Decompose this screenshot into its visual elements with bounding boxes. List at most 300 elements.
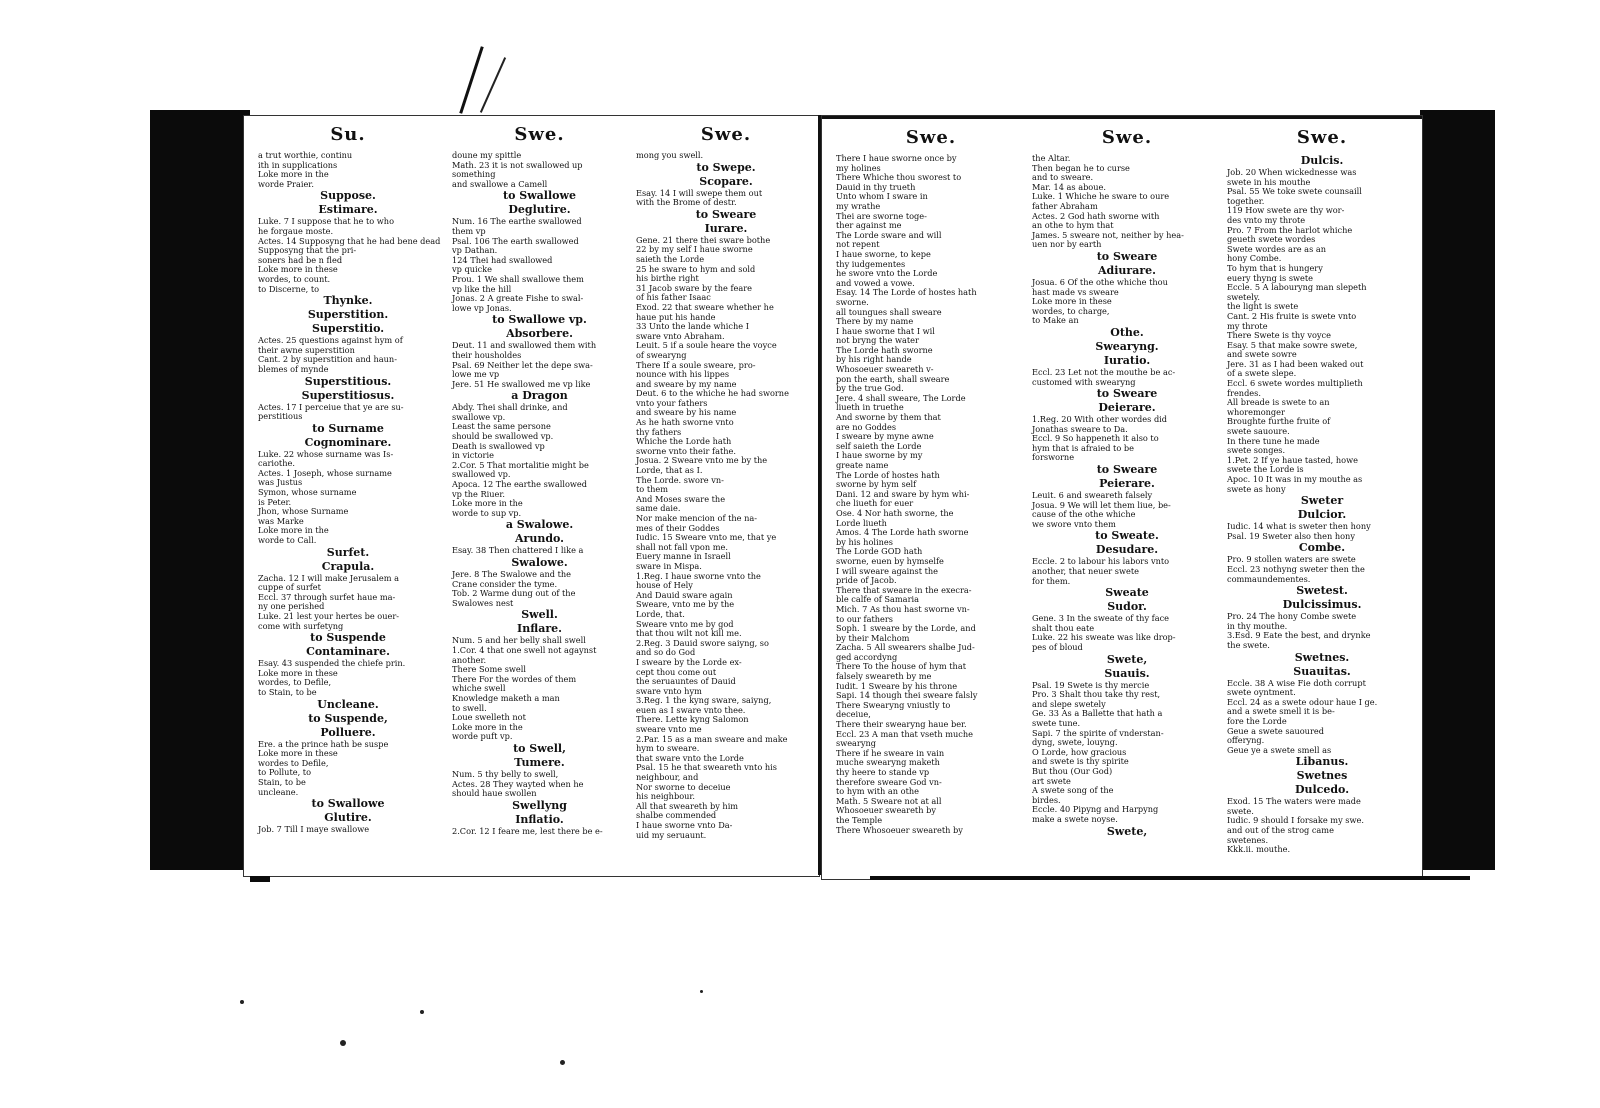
text-line: of a swete slepe. (1227, 368, 1297, 379)
text-line: Actes. 28 They wayted when he (452, 778, 584, 789)
text-line: I will sweare against the (836, 565, 938, 576)
text-line: something (452, 169, 496, 180)
text-line: Polluere. (320, 725, 376, 739)
text-line: Num. 5 thy belly to swell, (452, 768, 559, 779)
text-line: shalbe commended (636, 810, 717, 821)
text-line: Luke. 1 Whiche he sware to oure (1032, 191, 1170, 202)
text-line: Ose. 4 Nor hath sworne, the (836, 507, 954, 518)
text-line: Sweate (1105, 586, 1149, 600)
text-line: Sweare vnto me by god (636, 618, 734, 629)
text-line: A swete song of the (1032, 785, 1114, 796)
text-line: mong you swell. (636, 150, 704, 160)
text-line: lowe me vp (452, 369, 500, 380)
text-line: an othe to hym that (1032, 220, 1114, 231)
text-line: Amos. 4 The Lorde hath sworne (836, 527, 969, 538)
text-line: by the true God. (836, 383, 904, 394)
text-line: Pro. 3 Shalt thou take thy rest, (1032, 689, 1161, 700)
text-line: Sapi. 14 though thei sweare falsly (836, 690, 978, 701)
text-line: swearyng (836, 738, 876, 749)
text-line: Actes. 14 Supposyng that he had bene dead (258, 235, 441, 246)
text-line: Psal. 55 We toke swete counsaill (1227, 186, 1362, 197)
text-line: all toungues shall sweare (836, 306, 942, 317)
text-line: worde puft vp. (452, 731, 513, 742)
text-line: shall not fall vpon me. (636, 541, 728, 552)
text-line: sware vnto hym (636, 685, 702, 696)
text-line: Eccl. 24 as a swete odour haue I ge. (1227, 696, 1378, 707)
text-line: Symon, whose surname (258, 487, 357, 498)
text-line: Desudare. (1095, 543, 1159, 557)
text-line: Luke. 22 his sweate was like drop- (1032, 632, 1176, 643)
text-line: house of Hely (636, 580, 693, 591)
text-line: Surfet. (326, 545, 370, 559)
text-line: 1.Cor. 4 that one swell not agaynst (452, 644, 597, 655)
text-line: Iuratio. (1103, 353, 1151, 367)
text-line: to Surname (312, 421, 384, 435)
text-line: and to sweare. (1032, 172, 1094, 183)
text-line: come with surfetyng (258, 620, 344, 631)
text-line: whoremonger (1227, 406, 1285, 417)
text-line: All breade is swete to an (1227, 397, 1330, 408)
text-line: Sweare, vnto me by the (636, 599, 735, 610)
text-line: Libanus. (1295, 755, 1349, 769)
text-line: Math. 23 it is not swallowed up (452, 159, 583, 170)
text-line: des vnto my throte (1227, 214, 1306, 225)
text-line: Pro. 9 stollen waters are swete (1227, 554, 1356, 565)
text-line: Esay. 14 The Lorde of hostes hath (836, 287, 977, 298)
text-line: I haue sworne, to kepe (836, 248, 931, 259)
text-line: Psal. 69 Neither let the depe swa- (452, 359, 593, 370)
text-line: Uncleane. (317, 697, 379, 711)
text-line: wordes, to Defile, (258, 677, 332, 688)
text-line: haue put his hande (636, 311, 716, 322)
text-line: cept thou come out (636, 666, 717, 677)
text-line: There Swearyng vniustly to (836, 699, 951, 710)
text-line: Inflare. (517, 622, 562, 636)
text-line: There Whosoeuer sweareth by (836, 824, 963, 835)
text-line: Estimare. (318, 203, 378, 217)
text-line: Swete, (1106, 824, 1148, 838)
text-line: and so do God (636, 647, 696, 658)
text-line: to Sweare (1096, 387, 1158, 401)
text-line: Ere. a the prince hath be suspe (258, 738, 389, 749)
text-line: and vowed a vowe. (836, 277, 915, 288)
text-line: to hym with an othe (836, 786, 919, 797)
right-col-2-lines (1032, 154, 1222, 839)
text-line: Psal. 19 Sweter also then hony (1227, 530, 1355, 541)
text-line: Thei are sworne toge- (836, 210, 927, 221)
text-line: Lorde, that. (636, 608, 685, 619)
right-col-1 (836, 127, 1026, 835)
text-line: Num. 16 The earthe swallowed (452, 216, 582, 227)
text-line: Superstition. (307, 308, 389, 322)
text-line: geueth swete wordes (1227, 234, 1316, 245)
text-line: euen as I sware vnto thee. (636, 704, 746, 715)
text-line: Suppose. (320, 189, 376, 203)
text-line: swete sauoure. (1227, 426, 1290, 437)
text-line: Dani. 12 and sware by hym whi- (836, 488, 970, 499)
text-line: 1.Reg. 20 With other wordes did (1032, 414, 1168, 425)
text-line: uen nor by earth (1032, 239, 1102, 250)
text-line: There I haue sworne once by (836, 153, 957, 163)
text-line: Loke more in the (258, 169, 329, 180)
left-col-2-lines (452, 151, 627, 836)
text-line: There their swearyng haue ber. (836, 719, 967, 730)
text-line: Cant. 2 His fruite is swete vnto (1227, 310, 1357, 321)
text-line: worde to sup vp. (452, 507, 522, 518)
text-line: Ge. 33 As a Ballette that hath a (1032, 708, 1163, 719)
text-line: vnto your fathers (636, 397, 708, 408)
text-line: to Sweare (695, 207, 757, 221)
left-page (244, 116, 819, 876)
bookmark-ribbon-2 (480, 57, 506, 113)
text-line: Loke more in the (452, 721, 523, 732)
text-line: we swore vnto them (1032, 518, 1116, 529)
text-line: Actes. 17 I perceiue that ye are su- (258, 401, 404, 412)
text-line: to swell. (452, 702, 487, 713)
text-line: ged accordyng (836, 651, 898, 662)
text-line: Swell. (521, 608, 558, 622)
text-line: Othe. (1110, 325, 1144, 339)
text-line: Cognominare. (304, 435, 392, 449)
text-line: Exod. 22 that sweare whether he (636, 301, 774, 312)
text-line: O Lorde, how gracious (1032, 746, 1127, 757)
text-line: my holines (836, 162, 881, 173)
text-line: cariothe. (258, 458, 295, 469)
text-line: and swallowe a Camell (452, 178, 548, 189)
text-line: offeryng. (1227, 735, 1265, 746)
text-line: thy heere to stande vp (836, 767, 930, 777)
text-line: Lorde liueth (836, 517, 887, 528)
text-line: Crapula. (321, 559, 375, 573)
text-line: The Lorde. swore vn- (636, 474, 724, 485)
text-line: Contaminare. (306, 645, 390, 659)
text-line: But thou (Our God) (1032, 765, 1113, 776)
text-line: Loke more in these (258, 667, 338, 678)
text-line: I sweare by the Lorde ex- (636, 656, 742, 667)
text-line: swete tune. (1032, 717, 1081, 728)
text-line: swete the Lorde is (1227, 464, 1304, 475)
text-line: to Swallowe vp. (492, 313, 587, 327)
text-line: in thy mouthe. (1227, 620, 1288, 631)
text-line: Jonas. 2 A greate Fishe to swal- (452, 293, 584, 304)
text-line: Kkk.ii. mouthe. (1227, 844, 1291, 855)
text-line: And Dauid sware again (636, 589, 733, 600)
text-line: Loke more in the (452, 498, 523, 509)
text-line: to Suspende, (308, 711, 388, 725)
text-line: of his father Isaac (636, 292, 711, 303)
text-line: Death is swallowed vp (452, 440, 545, 451)
text-line: Esay. 38 Then chattered I like a (452, 545, 584, 556)
text-line: There if he sweare in vain (836, 747, 945, 758)
text-line: Abdy. Thei shall drinke, and (452, 402, 568, 413)
text-line: Actes. 1 Joseph, whose surname (258, 467, 392, 478)
text-line: muche swearyng maketh (836, 757, 940, 768)
text-line: Inflatio. (515, 812, 564, 826)
text-line: Nor sworne to deceiue (636, 781, 731, 792)
page-shadow-left (250, 876, 270, 882)
text-line: dyng, swete, louyng. (1032, 737, 1118, 748)
text-line: Josua. 2 Sweare vnto me by the (636, 455, 768, 466)
text-line: Swellyng (512, 798, 567, 812)
text-line: Job. 7 Till I maye swallowe (258, 824, 370, 835)
text-line: saieth the Lorde (636, 253, 705, 264)
ink-speck (560, 1060, 565, 1065)
text-line: Iudic. 15 Sweare vnto me, that ye (636, 532, 777, 543)
text-line: Eccl. 23 A man that vseth muche (836, 728, 973, 739)
text-line: them vp (452, 225, 486, 236)
text-line: Josua. 9 We will let them liue, be- (1032, 499, 1171, 510)
text-line: Math. 5 Sweare not at all (836, 795, 942, 806)
text-line: to Pollute, to (258, 767, 311, 778)
text-line: should haue swollen (452, 788, 537, 799)
text-line: uncleane. (258, 786, 299, 797)
text-line: whiche swell (452, 683, 506, 694)
text-line: Zacha. 5 All swearers shalbe Jud- (836, 642, 975, 653)
text-line: I haue sworne that I wil (836, 325, 935, 336)
text-line: nounce with his lippes (636, 369, 730, 380)
text-line: that thou wilt not kill me. (636, 628, 742, 639)
text-line: Cant. 2 by superstition and haun- (258, 354, 397, 365)
text-line: Iudic. 9 should I forsake my swe. (1227, 815, 1364, 826)
text-line: Swete, (1106, 652, 1148, 666)
text-line: Swearyng. (1095, 339, 1159, 353)
text-line: and sweare by his name (636, 407, 737, 418)
text-line: frendes. (1227, 387, 1261, 398)
text-line: There by my name (836, 316, 914, 327)
text-line: 2.Cor. 12 I feare me, lest there be e- (452, 825, 603, 836)
text-line: his birthe right (636, 273, 699, 284)
text-line: the Altar. (1032, 153, 1071, 163)
text-line: together. (1227, 195, 1265, 206)
text-line: Geue ye a swete smell as (1227, 744, 1332, 755)
text-line: to Sweare (1096, 249, 1158, 263)
text-line: Eccl. 9 So happeneth it also to (1032, 433, 1159, 444)
text-line: art swete (1032, 775, 1071, 786)
text-line: 1.Pet. 2 If ye haue tasted, howe (1227, 454, 1358, 465)
text-line: The Lorde hath sworne (836, 344, 933, 355)
text-line: 25 he sware to hym and sold (636, 263, 756, 274)
text-line: to our fathers (836, 613, 893, 624)
text-line: To hym that is hungery (1227, 262, 1323, 273)
text-line: Broughte furthe fruite of (1227, 416, 1331, 427)
text-line: blemes of mynde (258, 363, 329, 374)
left-col-2-header: Swe. (514, 124, 565, 145)
text-line: swete oyntment. (1227, 687, 1296, 698)
text-line: sware in Mispa. (636, 560, 702, 571)
text-line: I sweare by myne awne (836, 431, 934, 442)
text-line: 2.Cor. 5 That mortalitie might be (452, 459, 589, 470)
text-line: Esay. 5 that make sowre swete, (1227, 339, 1358, 350)
text-line: with the Brome of destr. (636, 197, 737, 208)
text-line: There Swete is thy voyce (1227, 330, 1331, 341)
text-line: neighbour, and (636, 772, 699, 783)
text-line: my throte (1227, 320, 1268, 331)
text-line: Loke more in these (258, 748, 338, 759)
text-line: Arundo. (515, 532, 564, 546)
text-line: that sware vnto the Lorde (636, 752, 744, 763)
text-line: Dulcior. (1297, 508, 1347, 522)
text-line: swete songes. (1227, 445, 1286, 456)
text-line: thy iudgementes (836, 258, 906, 269)
text-line: swetenes. (1227, 834, 1269, 845)
text-line: sworne. (836, 296, 869, 307)
text-line: Superstitio. (311, 322, 385, 336)
text-line: Josua. 6 Of the othe whiche thou (1032, 276, 1168, 287)
text-line: 119 How swete are thy wor- (1227, 205, 1345, 216)
text-line: and swete sowre (1227, 349, 1297, 360)
left-col-3-lines (636, 151, 816, 840)
text-line: Iurare. (704, 221, 748, 235)
text-line: Lorde, that as I. (636, 465, 703, 476)
text-line: should be swallowed vp. (452, 431, 554, 442)
text-line: I haue sworne by my (836, 450, 923, 461)
text-line: Esay. 14 I will swepe them out (636, 187, 763, 198)
text-line: swallowed vp. (452, 469, 511, 480)
text-line: 33 Unto the lande whiche I (636, 321, 749, 332)
text-line: 2.Reg. 3 Dauid swore saiyng, so (636, 637, 769, 648)
text-line: their awne superstition (258, 344, 355, 355)
text-line: Pro. 7 From the harlot whiche (1227, 224, 1353, 235)
text-line: Jonathas sweare to Da. (1032, 423, 1128, 434)
text-line: Absorbere. (506, 327, 573, 341)
text-line: the Temple (836, 814, 883, 825)
text-line: same daie. (636, 503, 681, 514)
text-line: shalt thou eate (1032, 622, 1095, 633)
text-line: to Discerne, to (258, 283, 320, 294)
text-line: Zacha. 12 I will make Jerusalem a (258, 572, 400, 583)
text-line: ther against me (836, 220, 902, 231)
text-line: the swete. (1227, 639, 1270, 650)
text-line: Eccl. 23 Let not the mouthe be ac- (1032, 366, 1176, 377)
text-line: Eccl. 23 nothyng sweter then the (1227, 563, 1365, 574)
text-line: Glutire. (324, 811, 372, 825)
text-line: The Lorde of hostes hath (836, 469, 940, 480)
text-line: The Lorde GOD hath (836, 546, 923, 557)
text-line: sworne vnto their fathe. (636, 445, 736, 456)
text-line: The Lorde sware and will (836, 229, 942, 240)
text-line: sware vnto Abraham. (636, 330, 725, 341)
text-line: Psal. 106 The earth swallowed (452, 235, 579, 246)
text-line: 3.Esd. 9 Eate the best, and drynke (1227, 630, 1371, 641)
text-line: my wrathe (836, 200, 881, 211)
text-line: Psal. 19 Swete is thy mercie (1032, 679, 1150, 690)
text-line: Eccl. 37 through surfet haue ma- (258, 591, 396, 602)
text-line: Job. 20 When wickednesse was (1227, 167, 1357, 177)
text-line: therefore sweare God vn- (836, 776, 942, 787)
ink-speck (340, 1040, 346, 1046)
text-line: deceiue, (836, 709, 871, 720)
text-line: Gene. 21 there thei sware bothe (636, 234, 771, 245)
text-line: for them. (1032, 575, 1071, 586)
text-line: sweare vnto me (636, 724, 702, 735)
text-line: There Whiche thou sworest to (836, 172, 962, 183)
text-line: Pro. 24 The hony Combe swete (1227, 611, 1357, 622)
text-line: Euery manne in Israell (636, 551, 731, 562)
text-line: to Make an (1032, 315, 1079, 326)
text-line: Dulcissimus. (1282, 598, 1362, 612)
text-line: a Dragon (511, 389, 568, 403)
text-line: Iudic. 14 what is sweter then hony (1227, 521, 1371, 532)
text-line: not bryng the water (836, 335, 919, 346)
text-line: Jere. 51 He swallowed me vp like (452, 378, 591, 389)
text-line: Whosoeuer sweareth by (836, 805, 936, 816)
text-line: Eccle. 38 A wise Fie doth corrupt (1227, 677, 1366, 688)
text-line: Knowledge maketh a man (452, 692, 560, 703)
text-line: And Moses sware the (636, 493, 726, 504)
text-line: cuppe of surfet (258, 582, 321, 593)
text-line: vp Dathan. (452, 245, 498, 256)
text-line: Actes. 25 questions against hym of (258, 335, 403, 346)
text-line: commaundementes. (1227, 573, 1311, 584)
text-line: to Swepe. (696, 160, 756, 174)
right-col-1-header: Swe. (905, 127, 957, 148)
text-line: Tumere. (514, 755, 565, 769)
text-line: doune my spittle (452, 150, 522, 160)
text-line: falsely sweareth by me (836, 671, 932, 682)
book-cover-right (1420, 110, 1495, 870)
text-line: ble calfe of Samaria (836, 594, 919, 605)
text-line: the light is swete (1227, 301, 1299, 312)
text-line: Loke more in the (258, 525, 329, 536)
right-col-3 (1227, 127, 1417, 855)
text-line: Eccle. 5 A labouryng man slepeth (1227, 282, 1367, 293)
text-line: swetely. (1227, 291, 1260, 302)
text-line: Peierare. (1099, 477, 1155, 491)
text-line: Jere. 31 as I had been waked out (1227, 358, 1364, 369)
text-line: and slepe swetely (1032, 698, 1106, 709)
ink-speck (420, 1010, 424, 1014)
left-col-1-header: Su. (330, 124, 366, 145)
text-line: There. Lette kyng Salomon (636, 714, 749, 725)
text-line: In there tune he made (1227, 435, 1320, 446)
text-line: by their Malchom (836, 632, 910, 643)
text-line: hony Combe. (1227, 253, 1282, 264)
text-line: Psal. 15 he that sweareth vnto his (636, 762, 777, 773)
text-line: 1.Reg. I haue sworne vnto the (636, 570, 761, 581)
text-line: thy fathers (636, 426, 682, 437)
text-line: soners had be n fled (258, 254, 343, 265)
book-cover-left (150, 110, 250, 870)
text-line: was Marke (258, 515, 304, 526)
text-line: Sapi. 7 the spirite of vnderstan- (1032, 727, 1164, 738)
text-line: Sweter (1300, 494, 1344, 508)
text-line: Unto whom I sware in (836, 191, 928, 202)
text-line: Loke more in these (1032, 296, 1112, 307)
text-line: wordes, to charge, (1032, 305, 1110, 316)
text-line: Leuit. 5 if a soule heare the voyce (636, 340, 777, 351)
text-line: Deierare. (1098, 401, 1156, 415)
text-line: Esay. 43 suspended the chiefe prin. (258, 658, 406, 669)
text-line: hym to sweare. (636, 743, 700, 754)
text-line: Apoc. 10 It was in my mouthe as (1227, 474, 1363, 484)
text-line: Loue swelleth not (452, 712, 526, 723)
text-line: worde Praier. (258, 178, 314, 189)
text-line: was Justus (258, 477, 303, 488)
text-line: Luke. 21 lest your hertes be ouer- (258, 611, 400, 621)
text-line: swallowe vp. (452, 411, 506, 422)
text-line: of swearyng (636, 349, 687, 360)
text-line: sworne, euen by hymselfe (836, 555, 944, 566)
page-shadow-right (870, 876, 1470, 880)
text-line: Loke more in these (258, 264, 338, 275)
text-line: another. (452, 654, 487, 665)
text-line: to Stain, to be (258, 686, 317, 697)
text-line: Exod. 15 The waters were made (1227, 796, 1361, 807)
text-line: fore the Lorde (1227, 715, 1287, 726)
text-line: 2.Par. 15 as a man sweare and make (636, 733, 788, 744)
text-line: Gene. 3 In the sweate of thy face (1032, 613, 1170, 624)
text-line: not repent (836, 239, 880, 250)
